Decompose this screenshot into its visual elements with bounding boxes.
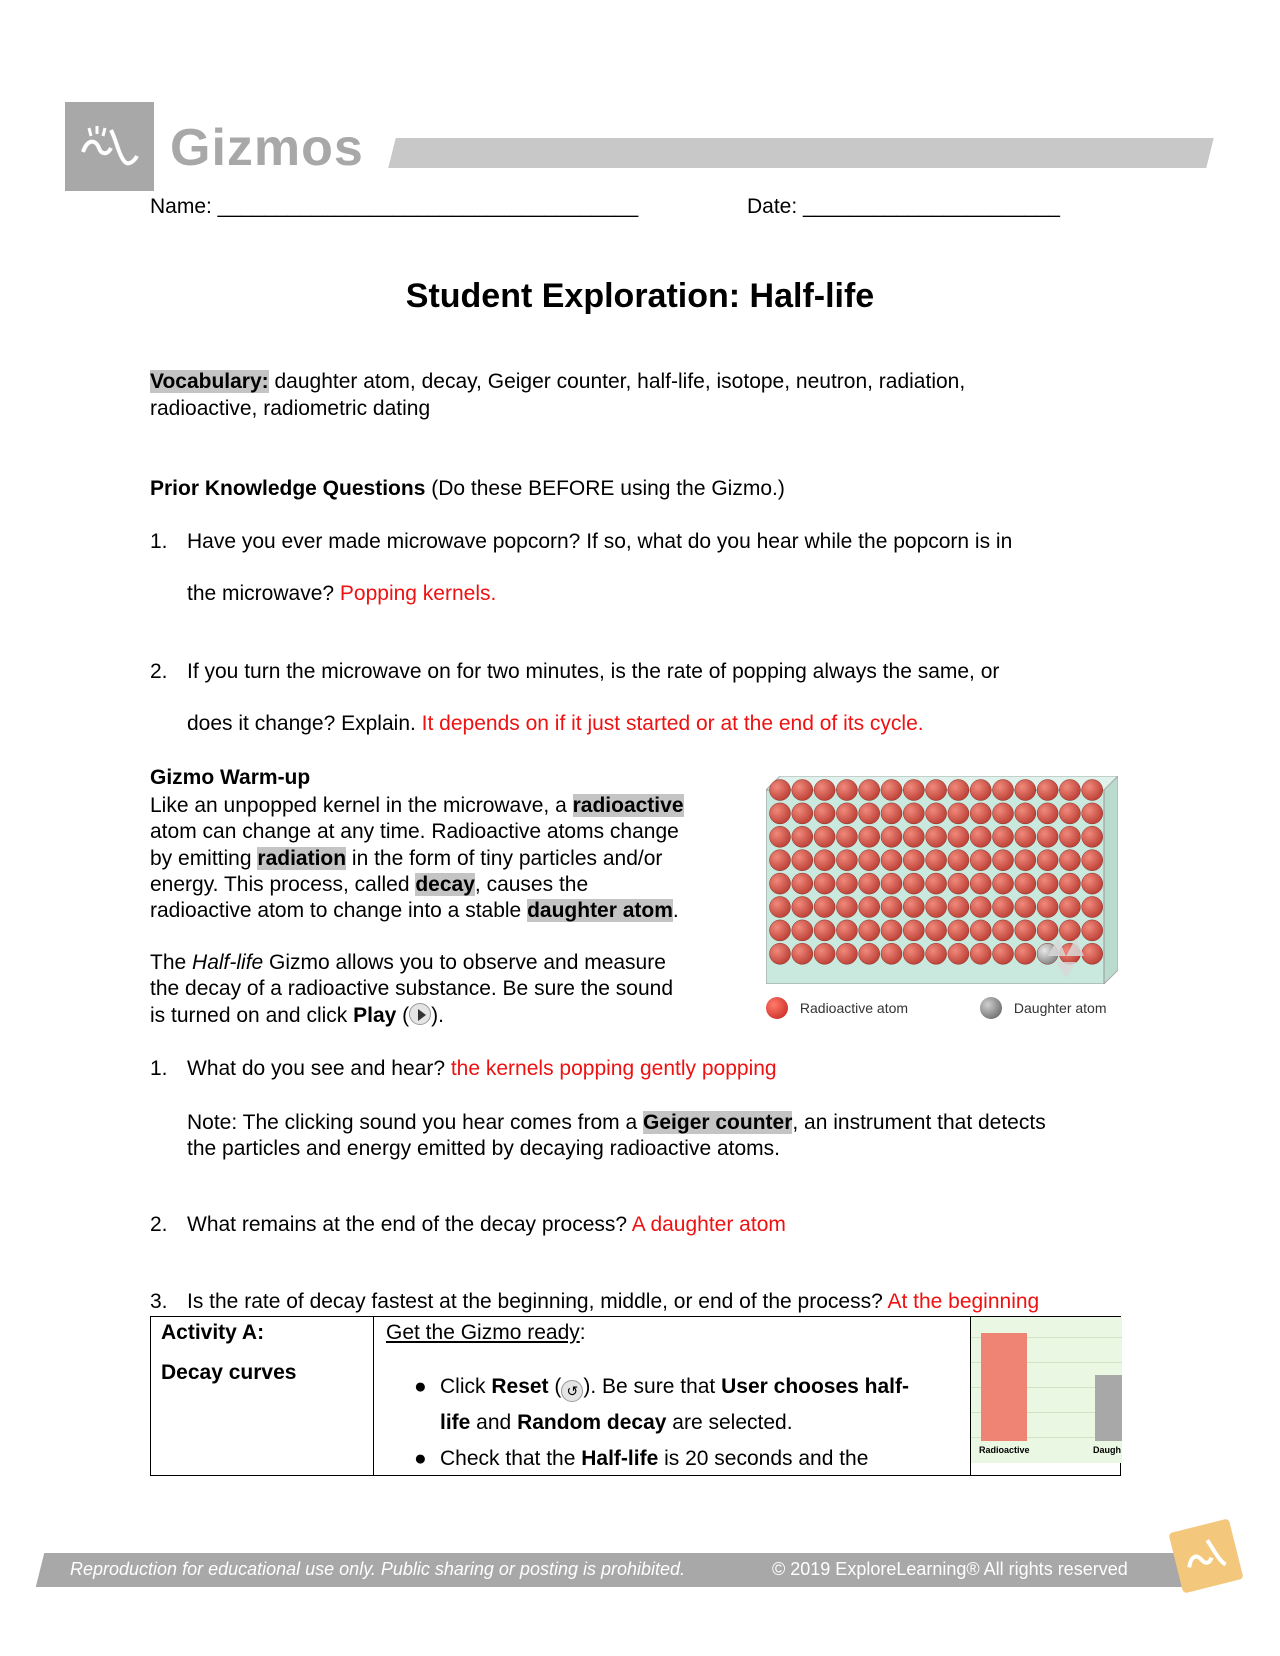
brand-name: Gizmos — [170, 119, 364, 177]
warmup-text: Gizmo allows you to observe and measure — [263, 951, 666, 974]
vocabulary-terms: daughter atom, decay, Geiger counter, half-life, isotope, neutron, radiation, — [268, 370, 966, 393]
pk-question-1-line2: the microwave? — [187, 582, 340, 605]
hand-logo-icon — [1168, 1518, 1243, 1593]
radioactive-atom — [792, 826, 813, 847]
note-text: , an instrument that detects — [792, 1111, 1046, 1134]
radioactive-atom — [926, 920, 947, 941]
warmup-paragraph-1 — [150, 793, 740, 924]
atom-box-image — [766, 776, 1118, 984]
term-geiger-counter: Geiger counter — [643, 1111, 793, 1134]
radioactive-atom — [881, 897, 902, 918]
gizmo-name: Half-life — [192, 951, 264, 974]
radioactive-atom — [792, 920, 813, 941]
bullet-icon: ● — [414, 1375, 427, 1398]
radioactive-atom — [1037, 873, 1058, 894]
atom-grid-illustration — [766, 776, 1118, 984]
radioactive-atom — [1059, 826, 1080, 847]
radioactive-atom — [993, 873, 1014, 894]
term-radioactive: radioactive — [572, 794, 684, 817]
vocabulary-terms-2: radioactive, radiometric dating — [150, 397, 431, 420]
radioactive-atom — [903, 803, 924, 824]
warmup-text: ). — [431, 1003, 444, 1027]
radioactive-atom — [792, 780, 813, 801]
radioactive-atom — [836, 920, 857, 941]
radioactive-atom — [836, 897, 857, 918]
warmup-question-2 — [187, 1213, 1087, 1237]
warmup-answer-1: the kernels popping gently popping — [450, 1057, 777, 1080]
radioactive-atom — [836, 850, 857, 871]
radioactive-atom — [1037, 803, 1058, 824]
instruction-text: Check that the — [440, 1447, 582, 1470]
radioactive-atom — [814, 920, 835, 941]
radioactive-atom — [1059, 920, 1080, 941]
radioactive-atom — [903, 920, 924, 941]
radioactive-atom — [970, 850, 991, 871]
radioactive-atom — [1037, 920, 1058, 941]
radioactive-atom — [881, 780, 902, 801]
instruction-text: Click — [440, 1375, 492, 1398]
radioactive-atom — [1082, 780, 1103, 801]
radioactive-atom-icon — [766, 997, 788, 1019]
radioactive-atom — [814, 780, 835, 801]
warmup-text: . — [672, 899, 679, 923]
prior-knowledge-heading — [150, 477, 785, 501]
warmup-question-number: 3. — [150, 1290, 168, 1313]
warmup-answer-3: At the beginning — [887, 1290, 1040, 1313]
daughter-atom-icon — [980, 997, 1002, 1019]
legend-daughter — [980, 997, 1107, 1019]
radioactive-atom — [814, 897, 835, 918]
warmup-text: the decay of a radioactive substance. Be sure the sound — [150, 977, 674, 1001]
radioactive-atom — [926, 780, 947, 801]
get-ready-text: Get the Gizmo ready — [386, 1321, 580, 1344]
note-text: the particles and energy emitted by decaying radioactive atoms. — [187, 1137, 780, 1160]
radioactive-atom — [814, 826, 835, 847]
warmup-heading: Gizmo Warm-up — [150, 766, 311, 789]
pk-question-1: Have you ever made microwave popcorn? If so, what do you hear while the popcorn is in — [187, 530, 1013, 553]
radioactive-atom — [1037, 780, 1058, 801]
radioactive-atom — [948, 943, 969, 964]
warmup-text: radioactive atom to change into a stable — [150, 899, 528, 923]
radioactive-atom — [903, 850, 924, 871]
radioactive-atom — [814, 850, 835, 871]
date-field[interactable]: Date: ______________________ — [747, 195, 1060, 218]
radioactive-atom — [1059, 780, 1080, 801]
radioactive-atom — [1082, 826, 1103, 847]
warmup-question-1-text: What do you see and hear? — [187, 1057, 451, 1080]
radioactive-atom — [836, 826, 857, 847]
radioactive-atom — [903, 873, 924, 894]
pk-question-2-line2: does it change? Explain. — [187, 712, 422, 735]
reset-label: Reset — [491, 1375, 549, 1398]
radioactive-atom — [926, 826, 947, 847]
radioactive-atom — [836, 803, 857, 824]
activity-instructions-cell — [374, 1317, 971, 1475]
note-text: Note: The clicking sound you hear comes from a — [187, 1111, 644, 1134]
warmup-text: energy. This process, called — [150, 872, 416, 896]
legend-radioactive — [766, 997, 908, 1019]
pk-answer-1: Popping kernels. — [339, 582, 497, 605]
warmup-text: The — [150, 951, 193, 974]
gizmos-logo — [65, 102, 154, 191]
radioactive-atom — [926, 850, 947, 871]
radioactive-atom — [770, 780, 791, 801]
radioactive-atom — [970, 873, 991, 894]
warmup-paragraph-2 — [150, 950, 740, 1029]
term-decay: decay — [415, 872, 475, 896]
header-bar — [388, 138, 1213, 168]
daughter-bar — [1095, 1375, 1122, 1441]
pk-question-1-cont — [187, 582, 1087, 606]
radioactive-atom — [926, 873, 947, 894]
prior-knowledge-title: Prior Knowledge Questions — [150, 477, 426, 500]
geiger-note — [187, 1110, 1087, 1162]
radioactive-atom — [881, 943, 902, 964]
prior-knowledge-note: (Do these BEFORE using the Gizmo.) — [425, 477, 785, 500]
radioactive-atom — [993, 897, 1014, 918]
radioactive-atom — [770, 873, 791, 894]
radioactive-atom — [948, 920, 969, 941]
radioactive-atom — [881, 850, 902, 871]
option-user-chooses-cont: life — [440, 1411, 471, 1434]
radioactive-atom — [903, 780, 924, 801]
radioactive-atom — [948, 780, 969, 801]
warmup-text: by emitting — [150, 846, 258, 870]
warmup-text: atom can change at any time. Radioactive atoms change — [150, 820, 679, 844]
radioactive-atom — [1082, 873, 1103, 894]
radioactive-atom — [792, 850, 813, 871]
page-title: Student Exploration: Half-life — [405, 277, 875, 315]
radioactive-atom — [948, 897, 969, 918]
warmup-question-3 — [187, 1290, 1087, 1314]
radioactive-atom — [1037, 897, 1058, 918]
term-radiation: radiation — [257, 846, 347, 870]
hand-logo-icon — [77, 122, 141, 170]
radioactive-atom — [948, 826, 969, 847]
radioactive-atom — [770, 850, 791, 871]
bullet-icon: ● — [414, 1447, 427, 1470]
activity-name: Decay curves — [161, 1361, 297, 1384]
radioactive-atom — [836, 873, 857, 894]
radioactive-atom — [993, 943, 1014, 964]
radioactive-atom — [970, 897, 991, 918]
activity-label-cell — [151, 1317, 374, 1475]
radioactive-atom — [1059, 897, 1080, 918]
radioactive-atom — [1015, 826, 1036, 847]
warmup-text: is turned on and click — [150, 1003, 354, 1027]
warmup-text: , causes the — [474, 872, 589, 896]
radioactive-atom — [1059, 850, 1080, 871]
radioactive-atom — [903, 943, 924, 964]
radioactive-atom — [1082, 943, 1103, 964]
radioactive-atom — [1015, 803, 1036, 824]
radioactive-atom — [859, 850, 880, 871]
radioactive-atom — [770, 826, 791, 847]
radioactive-atom — [859, 920, 880, 941]
radioactive-atom — [1082, 920, 1103, 941]
chart-label-daughter: Daugh — [1093, 1445, 1121, 1455]
radioactive-atom — [970, 780, 991, 801]
pk-question-2: If you turn the microwave on for two minutes, is the rate of popping always the same, or — [187, 660, 1000, 683]
radioactive-atom — [881, 826, 902, 847]
radioactive-atom — [903, 826, 924, 847]
radioactive-atom — [814, 943, 835, 964]
radioactive-atom — [970, 920, 991, 941]
radioactive-atom — [1082, 803, 1103, 824]
radioactive-bar — [981, 1333, 1027, 1441]
radioactive-atom — [770, 897, 791, 918]
warmup-answer-2: A daughter atom — [631, 1213, 786, 1236]
warmup-text: in the form of tiny particles and/or — [346, 846, 663, 870]
radioactive-atom — [881, 873, 902, 894]
term-daughter-atom: daughter atom — [527, 899, 673, 923]
radioactive-atom — [1015, 897, 1036, 918]
get-ready-heading — [386, 1321, 586, 1345]
warmup-question-1 — [187, 1057, 1087, 1081]
instruction-bullet-2 — [414, 1441, 954, 1477]
activity-label: Activity A: — [161, 1321, 265, 1344]
half-life-label: Half-life — [581, 1447, 659, 1470]
radioactive-atom — [792, 897, 813, 918]
radioactive-atom — [792, 943, 813, 964]
radioactive-atom — [859, 780, 880, 801]
radioactive-atom — [993, 803, 1014, 824]
instruction-text: is 20 seconds and the — [658, 1447, 869, 1470]
warmup-question-2-text: What remains at the end of the decay process? — [187, 1213, 632, 1236]
radioactive-atom — [859, 826, 880, 847]
activity-table — [150, 1316, 1121, 1476]
radioactive-atom — [993, 920, 1014, 941]
radioactive-atom — [770, 920, 791, 941]
pk-question-number: 2. — [150, 660, 168, 683]
option-user-chooses: User chooses half- — [721, 1375, 910, 1398]
vocabulary-label: Vocabulary: — [150, 370, 269, 393]
vocabulary-section — [150, 368, 1070, 422]
radioactive-atom — [926, 803, 947, 824]
radioactive-atom — [1059, 803, 1080, 824]
play-label: Play — [353, 1003, 397, 1027]
explorelearning-logo — [1168, 1518, 1243, 1593]
radioactive-atom — [926, 943, 947, 964]
radioactive-atom — [970, 943, 991, 964]
radioactive-atom — [1015, 873, 1036, 894]
chart-label-radioactive: Radioactive — [979, 1445, 1030, 1455]
radioactive-atom — [770, 943, 791, 964]
play-icon — [409, 1003, 431, 1025]
bar-chart-thumbnail — [971, 1317, 1122, 1475]
pk-question-2-cont — [187, 712, 1087, 736]
radioactive-atom — [993, 826, 1014, 847]
warmup-question-number: 2. — [150, 1213, 168, 1236]
radioactive-atom — [814, 803, 835, 824]
radioactive-atom — [970, 803, 991, 824]
radioactive-atom — [859, 897, 880, 918]
option-random-decay: Random decay — [517, 1411, 667, 1434]
footer-disclaimer: Reproduction for educational use only. Public sharing or posting is prohibited. — [70, 1559, 686, 1579]
warmup-question-number: 1. — [150, 1057, 168, 1080]
radioactive-atom — [836, 780, 857, 801]
radioactive-atom — [926, 897, 947, 918]
radioactive-atom — [881, 803, 902, 824]
pk-answer-2: It depends on if it just started or at the end of its cycle. — [421, 712, 924, 735]
radioactive-atom — [859, 943, 880, 964]
radioactive-atom — [792, 803, 813, 824]
radioactive-atom — [1015, 850, 1036, 871]
radioactive-atom — [993, 780, 1014, 801]
radioactive-atom — [1015, 780, 1036, 801]
legend-radioactive-label: Radioactive atom — [799, 1000, 909, 1016]
radioactive-atom — [993, 850, 1014, 871]
footer-copyright: © 2019 ExploreLearning® All rights reserved — [772, 1559, 1128, 1579]
radioactive-atom — [1059, 873, 1080, 894]
radioactive-atom — [792, 873, 813, 894]
radioactive-atom — [948, 803, 969, 824]
radioactive-atom — [970, 826, 991, 847]
warmup-text: Like an unpopped kernel in the microwave, a — [150, 794, 573, 817]
radioactive-atom — [1037, 826, 1058, 847]
radioactive-atom — [1082, 850, 1103, 871]
pk-question-number: 1. — [150, 530, 168, 553]
radioactive-atom — [1015, 920, 1036, 941]
radioactive-atom — [948, 850, 969, 871]
radioactive-atom — [770, 803, 791, 824]
legend-daughter-label: Daughter atom — [1013, 1000, 1107, 1016]
warmup-question-3-text: Is the rate of decay fastest at the beginning, middle, or end of the process? — [187, 1290, 888, 1313]
radioactive-atom — [1015, 943, 1036, 964]
radioactive-atom — [903, 897, 924, 918]
instruction-bullet-1 — [414, 1369, 954, 1441]
chart-background — [971, 1317, 1122, 1463]
warmup-text: ( — [396, 1003, 410, 1027]
instruction-text: ( — [548, 1375, 562, 1398]
radioactive-atom — [881, 920, 902, 941]
instruction-text: ). Be sure that — [583, 1375, 722, 1398]
get-ready-colon: : — [579, 1321, 586, 1344]
reset-icon: ↺ — [561, 1380, 583, 1402]
radioactive-atom — [948, 873, 969, 894]
radioactive-atom — [859, 803, 880, 824]
radioactive-atom — [859, 873, 880, 894]
name-field[interactable]: Name: ____________________________________ — [150, 195, 639, 218]
radioactive-atom — [1037, 850, 1058, 871]
radioactive-atom — [1082, 897, 1103, 918]
instruction-text: are selected. — [666, 1411, 793, 1434]
instruction-text: and — [470, 1411, 518, 1434]
radioactive-atom — [836, 943, 857, 964]
radioactive-atom — [814, 873, 835, 894]
